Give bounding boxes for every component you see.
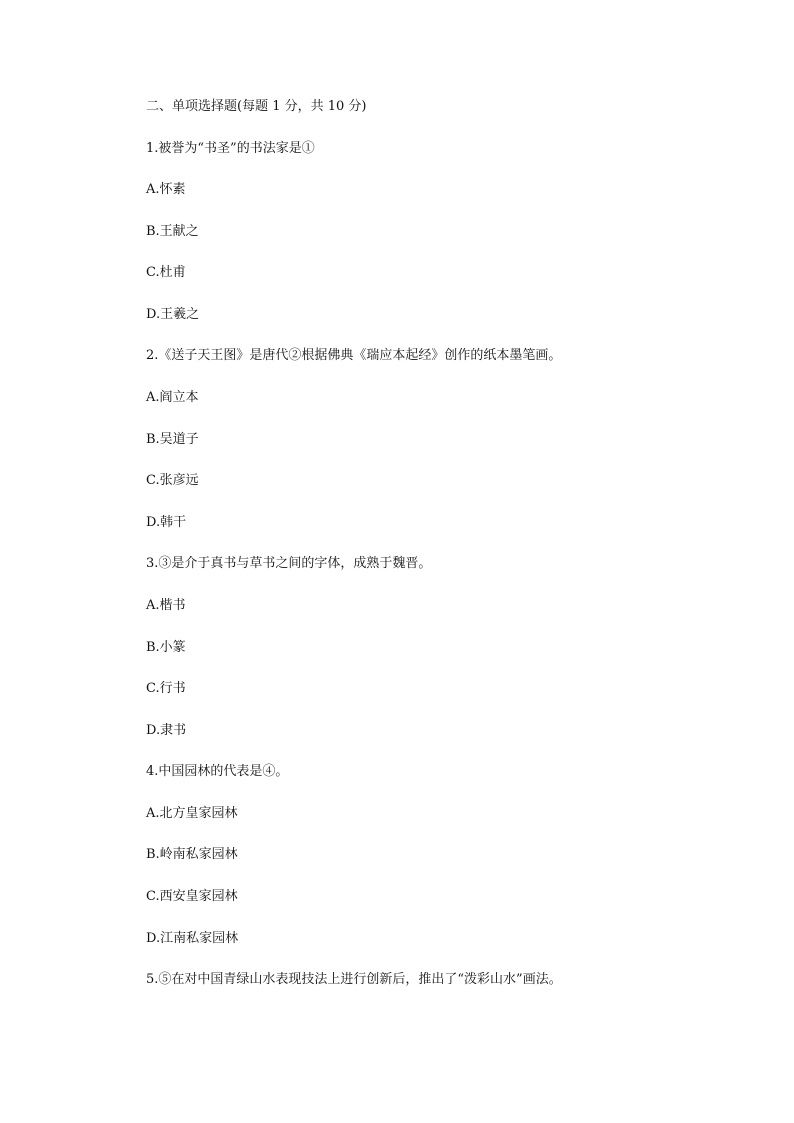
question-4-stem: 4.中国园林的代表是④。 [146, 764, 289, 779]
question-3-option-b: B.小篆 [146, 640, 186, 655]
question-2-stem: 2.《送子天王图》是唐代②根据佛典《瑞应本起经》创作的纸本墨笔画。 [146, 348, 562, 363]
question-4-option-a: A.北方皇家园林 [146, 806, 238, 821]
question-3-option-d: D.隶书 [146, 723, 187, 738]
question-1-option-a: A.怀素 [146, 182, 186, 197]
question-2-option-c: C.张彦远 [146, 473, 199, 488]
question-4-option-b: B.岭南私家园林 [146, 847, 238, 862]
question-1-option-c: C.杜甫 [146, 265, 186, 280]
question-2-option-d: D.韩干 [146, 515, 187, 530]
question-1-option-b: B.王献之 [146, 224, 199, 239]
question-1-stem: 1.被誉为“书圣”的书法家是① [146, 141, 315, 156]
question-3-stem: 3.③是介于真书与草书之间的字体，成熟于魏晋。 [146, 556, 432, 571]
question-4-option-d: D.江南私家园林 [146, 931, 239, 946]
question-2-option-b: B.吴道子 [146, 432, 199, 447]
question-2-option-a: A.阎立本 [146, 390, 199, 405]
question-4-option-c: C.西安皇家园林 [146, 889, 238, 904]
section-heading: 二、单项选择题(每题 1 分，共 10 分) [146, 99, 367, 114]
question-3-option-a: A.楷书 [146, 598, 186, 613]
question-3-option-c: C.行书 [146, 681, 186, 696]
question-1-option-d: D.王羲之 [146, 307, 200, 322]
question-5-stem: 5.⑤在对中国青绿山水表现技法上进行创新后，推出了“泼彩山水”画法。 [146, 972, 562, 987]
